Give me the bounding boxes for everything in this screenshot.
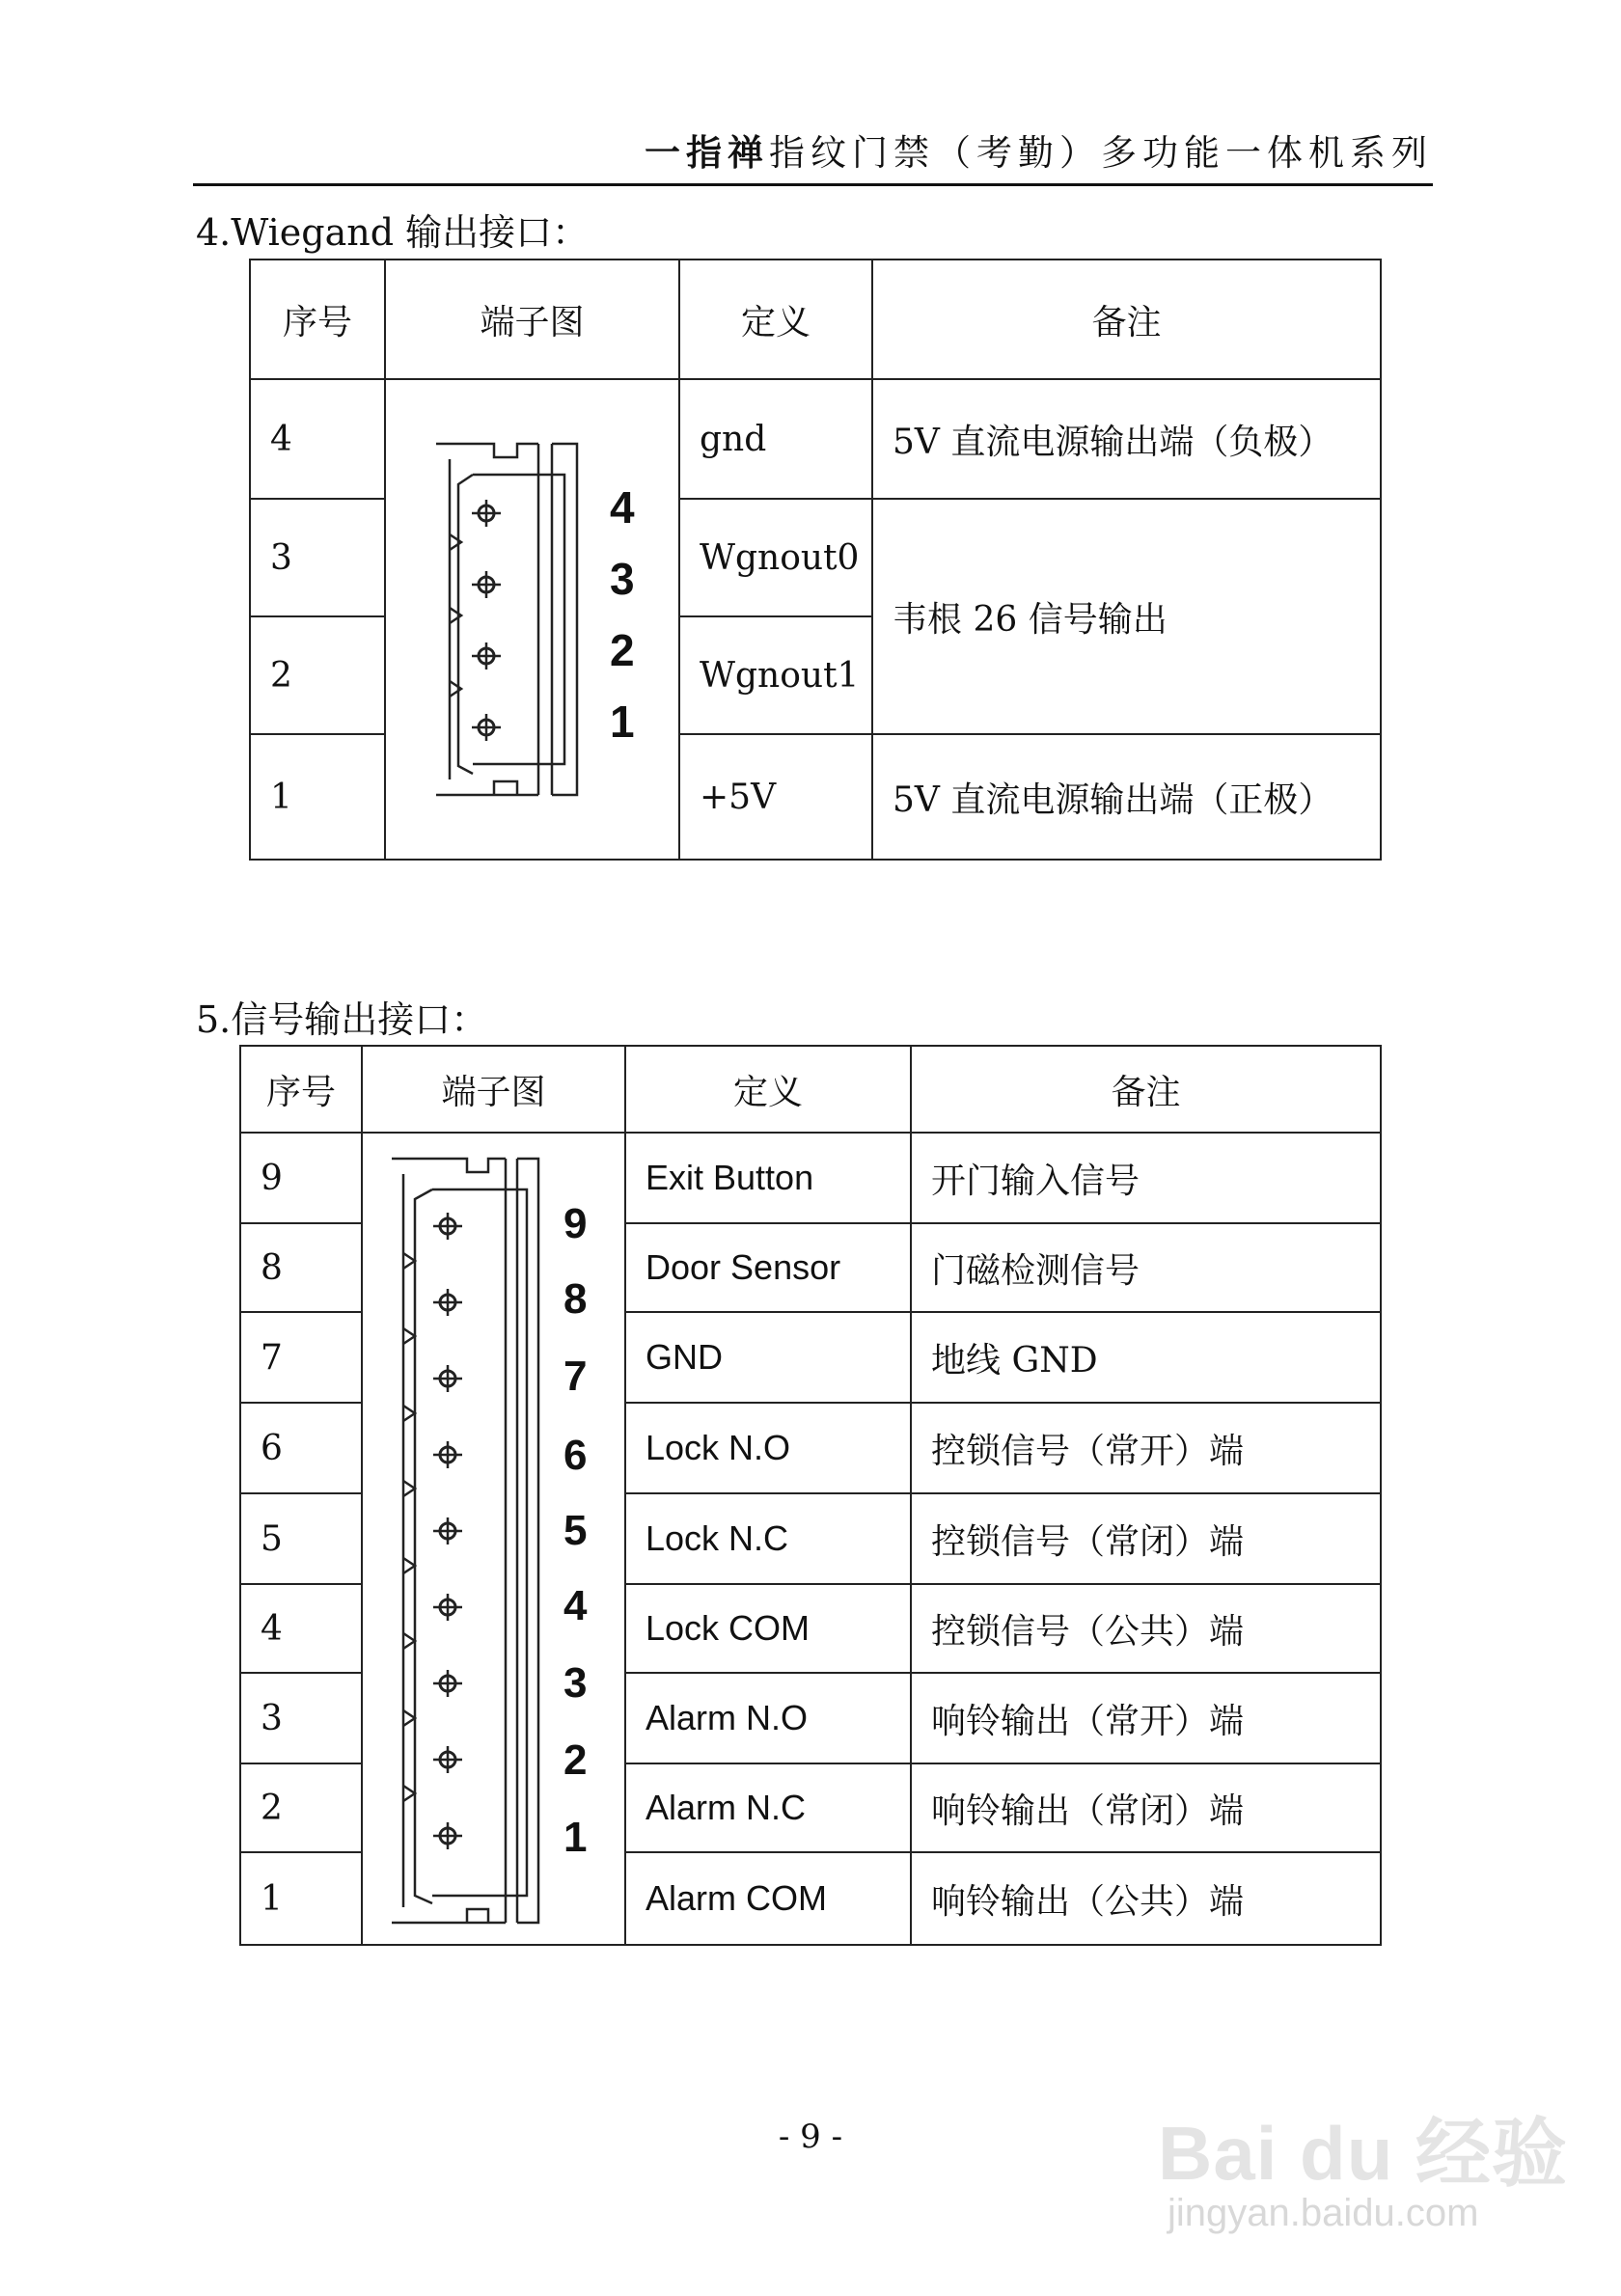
- connector-diagram-cell: [362, 1133, 625, 1945]
- header-rule: [193, 183, 1433, 186]
- pin-label: 2: [610, 625, 635, 675]
- connector-9pin-diagram: [363, 1134, 626, 1950]
- signal-table: [239, 1045, 1382, 1946]
- watermark-logo: Bai du 经验: [1158, 2111, 1569, 2196]
- wiegand-table: [249, 259, 1382, 861]
- page-header: [193, 123, 1433, 181]
- pin-marker: [433, 1441, 462, 1468]
- row-number: 1: [240, 1852, 362, 1945]
- definition-cell: Alarm COM: [625, 1852, 911, 1945]
- col-header: 备注: [872, 260, 1381, 379]
- pin-marker: [433, 1365, 462, 1392]
- pin-label: 4: [610, 482, 635, 533]
- col-header: 序号: [250, 260, 385, 379]
- definition-cell: Door Sensor: [625, 1223, 911, 1312]
- pin-marker: [433, 1670, 462, 1697]
- row-number: 4: [250, 379, 385, 499]
- note-cell: 门磁检测信号: [911, 1223, 1381, 1312]
- pin-marker: [433, 1517, 462, 1544]
- pin-marker: [472, 571, 501, 598]
- definition-cell: Lock COM: [625, 1584, 911, 1673]
- note-cell: 控锁信号（公共）端: [911, 1584, 1381, 1673]
- row-number: 6: [240, 1403, 362, 1493]
- pin-label: 1: [563, 1814, 588, 1861]
- table-row: [240, 1133, 1381, 1223]
- pin-label: 8: [563, 1275, 588, 1323]
- pin-marker: [472, 642, 501, 670]
- row-number: 1: [250, 734, 385, 860]
- baidu-jingyan-watermark: [1148, 2084, 1569, 2257]
- pin-marker: [472, 714, 501, 741]
- definition-cell: Wgnout1: [679, 616, 872, 734]
- col-header: 端子图: [385, 260, 679, 379]
- pin-marker: [433, 1746, 462, 1773]
- note-cell: 地线 GND: [911, 1312, 1381, 1403]
- section5-title: 5.信号输出接口：: [196, 998, 488, 1041]
- pin-label: 3: [610, 554, 635, 604]
- note-cell: 控锁信号（常闭）端: [911, 1493, 1381, 1584]
- row-number: 4: [240, 1584, 362, 1673]
- pin-label: 9: [563, 1200, 588, 1247]
- definition-cell: GND: [625, 1312, 911, 1403]
- section4-title: 4.Wiegand 输出接口：: [196, 211, 590, 254]
- connector-diagram-cell: [385, 379, 679, 860]
- pin-label: 1: [610, 697, 635, 747]
- definition-cell: +5V: [679, 734, 872, 860]
- pin-label: 7: [563, 1353, 588, 1400]
- pin-marker: [433, 1289, 462, 1316]
- col-header: 端子图: [362, 1046, 625, 1133]
- note-cell: 韦根 26 信号输出: [872, 499, 1381, 734]
- row-number: 5: [240, 1493, 362, 1584]
- header-title: 指纹门禁（考勤）多功能一体机系列: [769, 132, 1433, 174]
- pin-label: 5: [563, 1507, 588, 1554]
- pin-marker: [472, 500, 501, 527]
- note-cell: 5V 直流电源输出端（正极）: [872, 734, 1381, 860]
- col-header: 序号: [240, 1046, 362, 1133]
- note-cell: 响铃输出（常闭）端: [911, 1763, 1381, 1852]
- definition-cell: Lock N.O: [625, 1403, 911, 1493]
- col-header: 定义: [625, 1046, 911, 1133]
- header-text: [645, 123, 1433, 176]
- pin-marker: [433, 1213, 462, 1240]
- pin-label: 6: [563, 1432, 588, 1479]
- definition-cell: Alarm N.O: [625, 1673, 911, 1763]
- row-number: 2: [250, 616, 385, 734]
- definition-cell: Wgnout0: [679, 499, 872, 616]
- connector-4pin-diagram: [386, 380, 680, 861]
- pin-marker: [433, 1594, 462, 1621]
- col-header: 定义: [679, 260, 872, 379]
- table-header-row: [240, 1046, 1381, 1133]
- definition-cell: Exit Button: [625, 1133, 911, 1223]
- note-cell: 5V 直流电源输出端（负极）: [872, 379, 1381, 499]
- page-number: - 9 -: [778, 2118, 843, 2156]
- pin-markers: [433, 1213, 462, 1849]
- definition-cell: Alarm N.C: [625, 1763, 911, 1852]
- row-number: 2: [240, 1763, 362, 1852]
- note-cell: 响铃输出（公共）端: [911, 1852, 1381, 1945]
- pin-markers: [472, 500, 501, 741]
- pin-label: 4: [563, 1582, 588, 1629]
- row-number: 7: [240, 1312, 362, 1403]
- note-cell: 控锁信号（常开）端: [911, 1403, 1381, 1493]
- definition-cell: gnd: [679, 379, 872, 499]
- table-row: [250, 379, 1381, 499]
- note-cell: 开门输入信号: [911, 1133, 1381, 1223]
- pin-label: 2: [563, 1736, 588, 1784]
- watermark-url: jingyan.baidu.com: [1168, 2192, 1479, 2234]
- pin-label: 3: [563, 1659, 588, 1707]
- header-brand: 一指禅: [645, 131, 769, 174]
- table-header-row: [250, 260, 1381, 379]
- row-number: 3: [240, 1673, 362, 1763]
- col-header: 备注: [911, 1046, 1381, 1133]
- row-number: 9: [240, 1133, 362, 1223]
- row-number: 8: [240, 1223, 362, 1312]
- pin-marker: [433, 1822, 462, 1849]
- row-number: 3: [250, 499, 385, 616]
- definition-cell: Lock N.C: [625, 1493, 911, 1584]
- note-cell: 响铃输出（常开）端: [911, 1673, 1381, 1763]
